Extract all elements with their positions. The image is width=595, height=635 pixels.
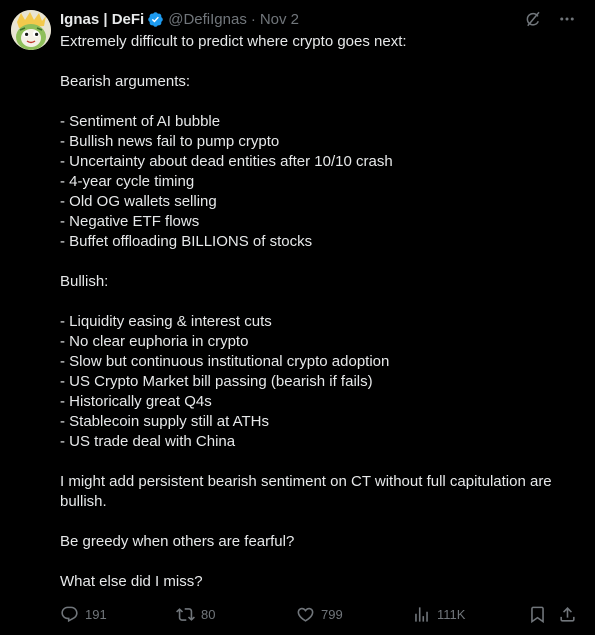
blank-line [60,52,582,72]
blank-line [60,512,582,532]
reply-icon [60,605,79,624]
author-display-name[interactable]: Ignas | DeFi [60,10,145,28]
share-icon [558,605,577,624]
post-text-line: Be greedy when others are fearful? [60,533,295,550]
repost-button[interactable] [176,603,215,625]
blank-line [60,92,582,112]
reply-count: 191 [85,606,107,622]
post-text-line: - US trade deal with China [60,433,236,450]
post-text-line: - 4-year cycle timing [60,173,195,190]
share-button[interactable] [558,603,577,625]
post-text [60,32,582,592]
blank-line [60,552,582,572]
views-count: 111K [437,606,466,622]
post-text-line: I might add persistent bearish sentiment on CT without full capitulation are bullish. [60,473,552,510]
post-text-line: - Old OG wallets selling [60,193,217,210]
like-count: 799 [321,606,343,622]
like-button[interactable] [296,603,343,625]
post-text-line: - Liquidity easing & interest cuts [60,313,272,330]
verified-badge-icon[interactable] [147,11,164,28]
reply-button[interactable] [60,603,107,625]
blank-line [60,252,582,272]
bookmark-icon [528,605,547,624]
post-date[interactable]: Nov 2 [259,10,300,28]
post-text-line: - Negative ETF flows [60,213,200,230]
post-text-line: - US Crypto Market bill passing (bearish if fails) [60,373,373,390]
grok-icon[interactable] [523,9,543,29]
views-icon [412,605,431,624]
views-button[interactable] [412,603,465,625]
post-header [60,9,299,29]
post-text-line: - Slow but continuous institutional crypto adoption [60,353,390,370]
blank-line [60,292,582,312]
post-text-line: - Uncertainty about dead entities after 10/10 crash [60,153,393,170]
post-actions [60,603,580,625]
avatar[interactable] [11,10,51,50]
blank-line [60,452,582,472]
like-icon [296,605,315,624]
more-icon[interactable] [557,9,577,29]
post-text-line: - Buffet offloading BILLIONS of stocks [60,233,313,250]
separator-dot: · [250,10,256,28]
post-text-line: What else did I miss? [60,573,203,590]
repost-count: 80 [201,606,216,622]
post-text-line: Extremely difficult to predict where crypto goes next: [60,33,407,50]
post-text-line: Bearish arguments: [60,73,191,90]
avatar-image [11,10,51,50]
retweet-icon [176,605,195,624]
post-text-line: - Stablecoin supply still at ATHs [60,413,269,430]
post-text-line: Bullish: [60,273,109,290]
post-text-line: - Sentiment of AI bubble [60,113,221,130]
post-text-line: - No clear euphoria in crypto [60,333,249,350]
post-text-line: - Bullish news fail to pump crypto [60,133,280,150]
top-actions [523,9,577,29]
author-handle[interactable]: @DefiIgnas [168,10,247,28]
post-text-line: - Historically great Q4s [60,393,212,410]
bookmark-button[interactable] [528,603,547,625]
